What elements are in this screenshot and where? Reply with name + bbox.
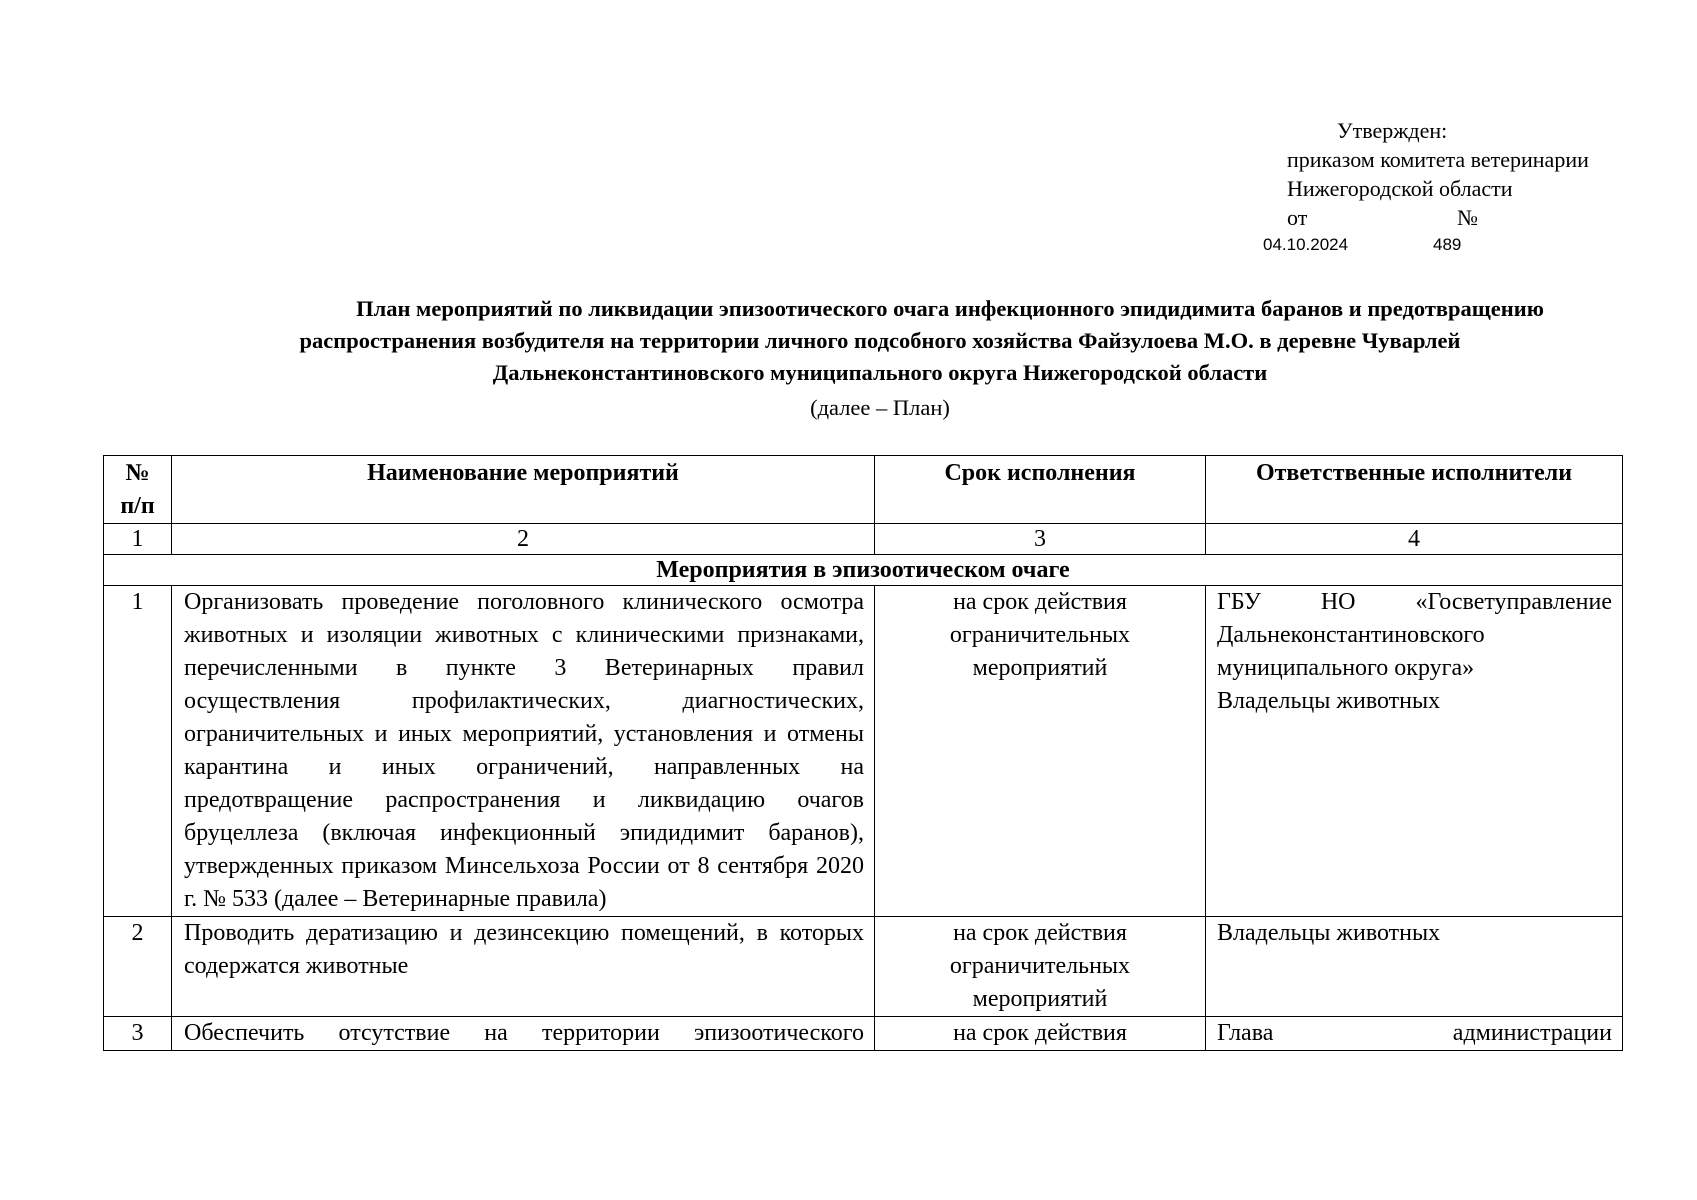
table-row: [104, 1017, 1623, 1051]
title-line-3: Дальнеконстантиновского муниципального округа Нижегородской области: [492, 360, 1268, 385]
row-resp: [1206, 586, 1623, 917]
approval-date-number-row: [1287, 203, 1589, 232]
table-row: [104, 586, 1623, 917]
header-name: Наименование мероприятий: [172, 456, 875, 524]
term-line: ограничительных: [949, 953, 1131, 979]
header-num: [104, 456, 172, 524]
approval-ot-label: от: [1287, 205, 1308, 230]
approval-block: [1287, 116, 1589, 232]
column-number: 1: [104, 524, 172, 555]
term-line: на срок действия: [953, 920, 1127, 946]
term-line: мероприятий: [972, 986, 1108, 1012]
resp-line: ГБУ НО «Госветуправление Дальнеконстантиновского муниципального округа»: [1217, 589, 1612, 681]
table-row: [104, 917, 1623, 1017]
row-term: [875, 1017, 1206, 1051]
title-line-1: План мероприятий по ликвидации эпизоотического очага инфекционного эпидидимита баранов и предотвращению: [356, 296, 1544, 321]
row-name: [172, 1017, 875, 1051]
approval-no-label: №: [1457, 205, 1478, 230]
document-title: [120, 293, 1640, 389]
plan-table: [103, 455, 1623, 1051]
table-header-row: [104, 456, 1623, 524]
section-title: Мероприятия в эпизоотическом очаге: [104, 555, 1623, 586]
document-subtitle: (далее – План): [810, 395, 950, 420]
row-term: [875, 586, 1206, 917]
term-line: мероприятий: [972, 655, 1108, 681]
resp-line: Глава администрации: [1217, 1020, 1612, 1046]
resp-line: Владельцы животных: [1217, 920, 1441, 946]
row-num: 1: [104, 586, 172, 917]
approval-line-order: приказом комитета ветеринарии: [1287, 147, 1589, 172]
section-row: [104, 555, 1623, 586]
term-line: на срок действия: [953, 1020, 1127, 1046]
column-number: 4: [1206, 524, 1623, 555]
row-num: 2: [104, 917, 172, 1017]
row-term: [875, 917, 1206, 1017]
column-number: 2: [172, 524, 875, 555]
approval-header: Утвержден:: [1337, 118, 1448, 143]
row-num-text: 3: [131, 1020, 144, 1046]
approval-line-region: Нижегородской области: [1287, 176, 1513, 201]
row-name-text: Обеспечить отсутствие на территории эпизоотического: [184, 1020, 864, 1046]
row-resp: [1206, 917, 1623, 1017]
header-term: Срок исполнения: [875, 456, 1206, 524]
header-num-symbol: №: [125, 460, 150, 486]
row-name: Проводить дератизацию и дезинсекцию помещений, в которых содержатся животные: [172, 917, 875, 1017]
term-line: ограничительных: [949, 622, 1131, 648]
row-name: Организовать проведение поголовного клинического осмотра животных и изоляции животных с клиническими признаками, перечисленными в пункте 3 Ветеринарных правил осуществления профилактических, диагностических, ограничительных и иных мероприятий, установления и отмены карантина и иных ограничений, направленных на предотвращение распространения и ликвидацию очагов бруцеллеза (включая инфекционный эпидидимит баранов), утвержденных приказом Минсельхоза России от 8 сентября 2020 г. № 533 (далее – Ветеринарные правила): [172, 586, 875, 917]
approval-number: 489: [1433, 235, 1462, 254]
header-num-abbr: п/п: [120, 493, 155, 519]
column-number: 3: [875, 524, 1206, 555]
approval-date: 04.10.2024: [1263, 235, 1349, 254]
row-num: [104, 1017, 172, 1051]
term-line: на срок действия: [953, 589, 1127, 615]
header-resp: Ответственные исполнители: [1206, 456, 1623, 524]
title-line-2: распространения возбудителя на территории личного подсобного хозяйства Файзулоева М.О. в деревне Чуварлей: [299, 328, 1461, 353]
resp-line: Владельцы животных: [1217, 688, 1441, 714]
column-number-row: [104, 524, 1623, 555]
row-resp: [1206, 1017, 1623, 1051]
